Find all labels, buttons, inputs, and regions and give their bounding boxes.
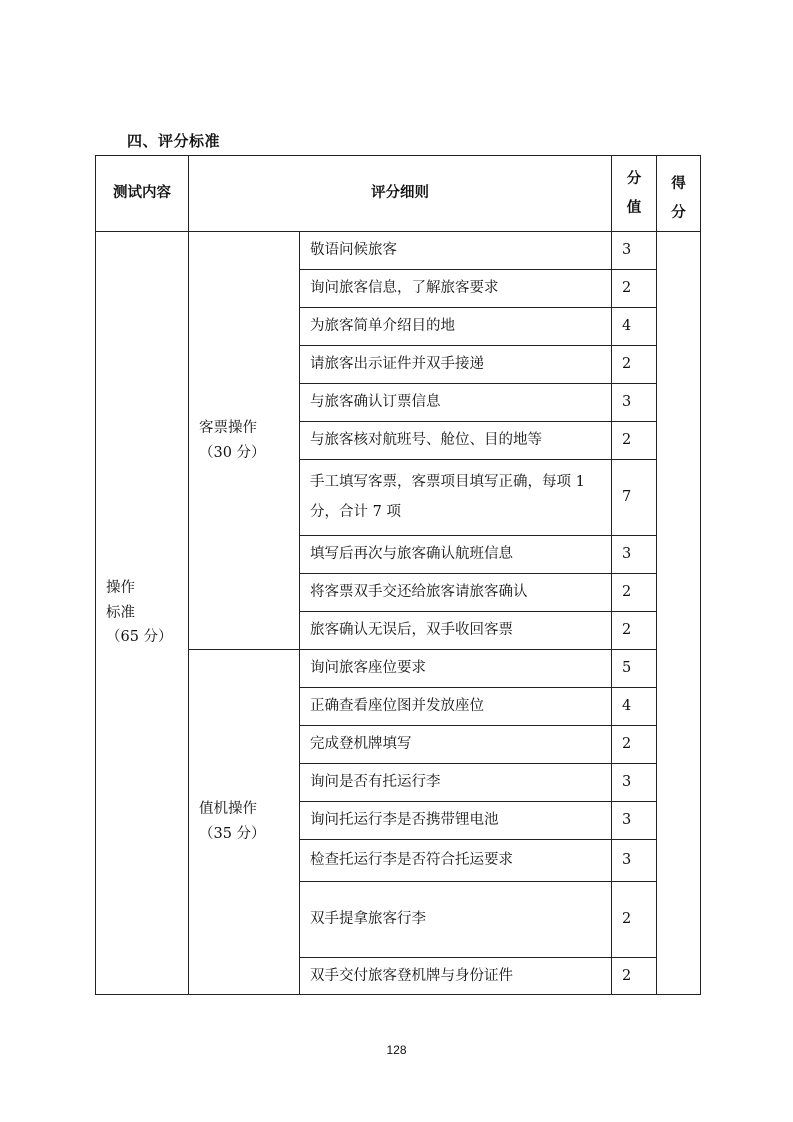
header-value-line2: 值 [626,199,642,216]
item-text: 询问旅客信息，了解旅客要求 [300,270,612,308]
group-points: （30 分） [199,444,266,461]
group-name: 值机操作 [199,801,257,818]
header-value [612,156,657,232]
header-got-line1: 得 [671,176,686,192]
item-score: 3 [612,802,657,840]
item-score: 2 [612,422,657,460]
header-content: 测试内容 [96,156,189,232]
item-text: 双手提拿旅客行李 [300,882,612,958]
item-text: 为旅客简单介绍目的地 [300,308,612,346]
category-line1: 操作 [106,580,135,597]
item-score: 2 [612,574,657,612]
item-text: 询问是否有托运行李 [300,764,612,802]
item-text: 旅客确认无误后，双手收回客票 [300,612,612,650]
item-text: 询问旅客座位要求 [300,650,612,688]
item-score: 2 [612,270,657,308]
item-score: 2 [612,346,657,384]
got-score-cell [657,232,701,995]
item-score: 3 [612,384,657,422]
item-score: 2 [612,958,657,995]
item-text: 将客票双手交还给旅客请旅客确认 [300,574,612,612]
item-text: 检查托运行李是否符合托运要求 [300,840,612,882]
header-detail: 评分细则 [189,156,612,232]
item-text: 正确查看座位图并发放座位 [300,688,612,726]
header-got [657,156,701,232]
table-header-row [96,156,701,232]
scoring-table [95,155,701,995]
item-score: 3 [612,840,657,882]
item-score: 2 [612,612,657,650]
category-cell [96,232,189,995]
group-cell-ticket [189,232,300,650]
item-score: 3 [612,232,657,270]
item-score: 5 [612,650,657,688]
group-cell-checkin [189,650,300,995]
category-line2: 标准 [106,604,135,621]
section-heading: 四、评分标准 [127,132,221,150]
item-text: 询问托运行李是否携带锂电池 [300,802,612,840]
item-score: 4 [612,688,657,726]
header-value-line1: 分 [626,170,642,187]
item-score: 3 [612,764,657,802]
item-text: 请旅客出示证件并双手接递 [300,346,612,384]
item-text: 与旅客核对航班号、舱位、目的地等 [300,422,612,460]
item-score: 2 [612,726,657,764]
group-name: 客票操作 [199,419,257,436]
item-score: 3 [612,536,657,574]
item-text: 手工填写客票，客票项目填写正确，每项 1 分，合计 7 项 [300,460,612,536]
item-text: 敬语问候旅客 [300,232,612,270]
item-score: 2 [612,882,657,958]
page-number: 128 [386,1043,407,1057]
item-text: 与旅客确认订票信息 [300,384,612,422]
category-line3: （65 分） [106,629,173,646]
header-got-line2: 分 [671,205,686,221]
group-points: （35 分） [199,826,266,842]
item-text: 填写后再次与旅客确认航班信息 [300,536,612,574]
item-score: 4 [612,308,657,346]
item-text: 双手交付旅客登机牌与身份证件 [300,958,612,995]
item-score: 7 [612,460,657,536]
item-text: 完成登机牌填写 [300,726,612,764]
table-row [96,232,701,270]
